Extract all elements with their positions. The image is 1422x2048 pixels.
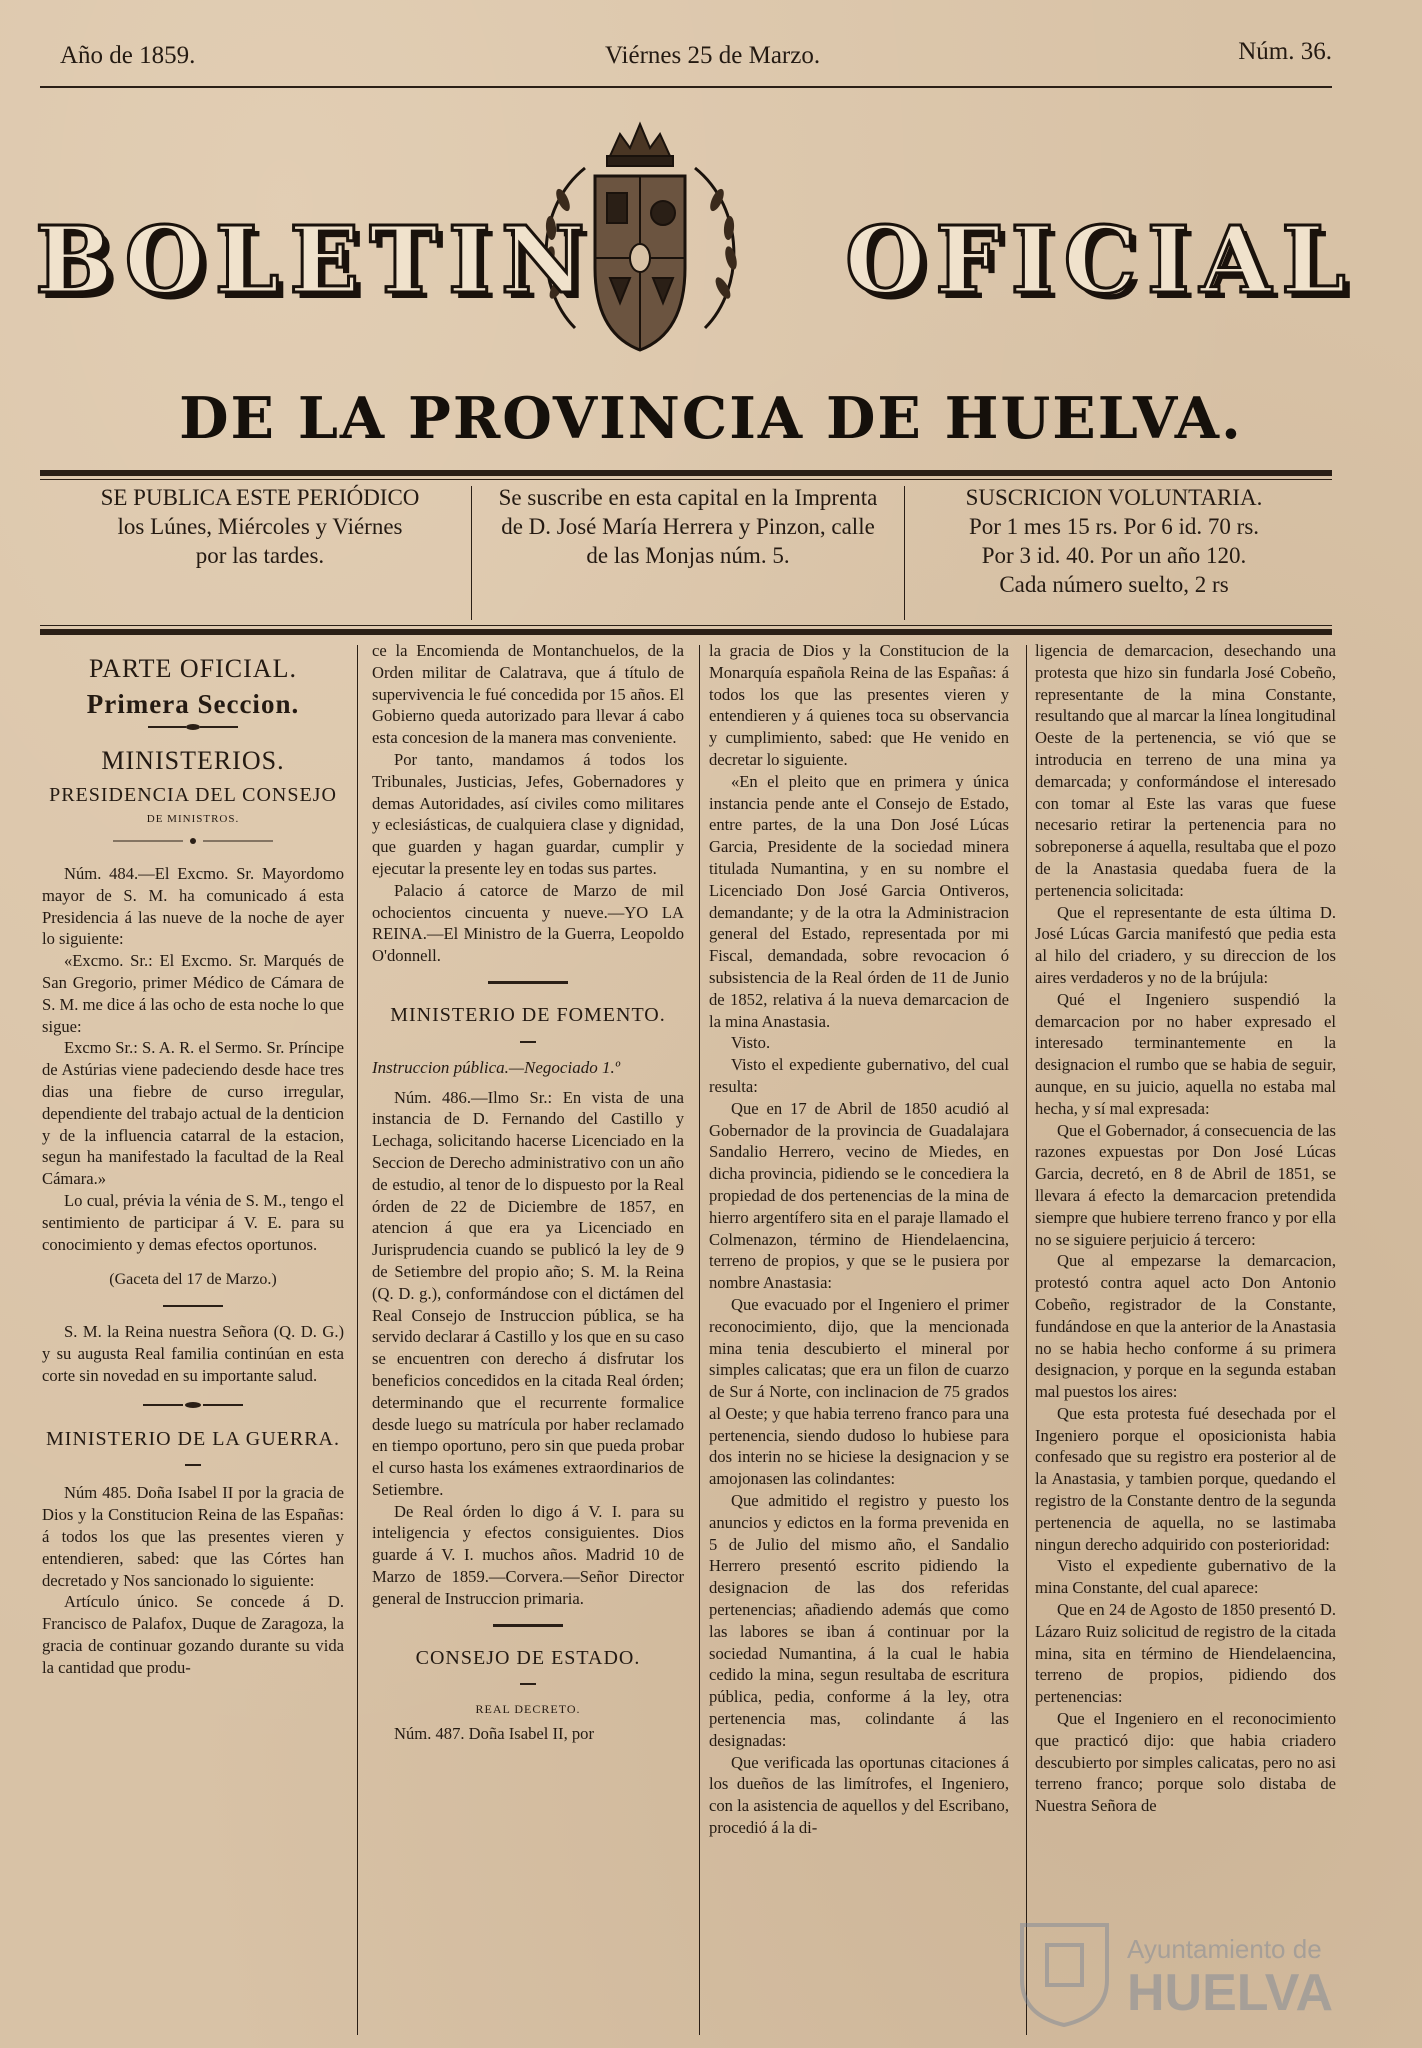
- column-3: [709, 640, 1009, 2038]
- masthead-word-boletin: BOLETIN: [35, 206, 596, 314]
- masthead-subtitle: DE LA PROVINCIA DE HUELVA.: [179, 385, 1243, 452]
- paragraph: Visto el expediente gubernativo, del cual resulta:: [709, 1055, 1009, 1096]
- column-divider: [1026, 645, 1027, 2035]
- date-label: Viérnes 25 de Marzo.: [605, 42, 821, 69]
- paragraph: Por tanto, mandamos á todos los Tribunales, Justicias, Jefes, Gobernadores y demas Autoridades, así civiles como militares y eclesiásticas, de cualquiera clase y dignidad, que guarden y hagan guardar, cumplir y ejecutar la presente ley en todas sus partes.: [372, 749, 684, 878]
- rule-divider: [493, 1624, 563, 1628]
- section-subheading: Primera Seccion.: [86, 688, 300, 719]
- paragraph: ce la Encomienda de Montanchuelos, de la Orden militar de Calatrava, que á título de supervivencia le fué concedida por 15 años. El Gobierno queda autorizado para llevar á cabo esta concesion de la manera mas conveniente.: [372, 641, 684, 748]
- paragraph: «Excmo. Sr.: El Excmo. Sr. Marqués de San Gregorio, primer Médico de Cámara de S. M. me dice á las ocho de esta noche lo que sigue:: [42, 951, 344, 1036]
- paragraph: ligencia de demarcacion, desechando una protesta que hizo sin fundarla José Cobeño, representante de la mina Constante, resultando que al marcar la línea longitudinal Oeste de la pertenencia, se vió que se introducia en terreno de una mina ya demarcada; y conformándose el interesado con tomar al Este las varas que fuese necesario retirar la pertenencia para no sobreponerse á aquella, resultaba que el pozo de la Anastasia quedaba fuera de la pertenencia solicitada:: [1035, 641, 1336, 900]
- subscription-prices: [905, 483, 1323, 623]
- paragraph: Núm. 484.—El Excmo. Sr. Mayordomo mayor de S. M. ha comunicado á esta Presidencia á las nueve de la noche de ayer lo siguiente:: [42, 863, 344, 949]
- war-ministry-heading: MINISTERIO DE LA GUERRA.: [46, 1427, 340, 1450]
- subscription-line: de las Monjas núm. 5.: [586, 543, 790, 568]
- paragraph: Visto el expediente gubernativo de la mina Constante, del cual aparece:: [1035, 1556, 1336, 1598]
- source-caption: (Gaceta del 17 de Marzo.): [109, 1271, 277, 1289]
- rule-divider: [520, 1683, 536, 1687]
- watermark-line2: HUELVA: [1127, 1964, 1334, 2022]
- paragraph: «En el pleito que en primera y única instancia pende ante el Consejo de Estado, entre partes, de la una Don José Lúcas Garcia, Presidente de la sociedad minera titulada Numantina, y en su nombre el Licenciado Don José Garcia Ontiveros, demandante; y de la otra la Administracion general del Estado, representada por mi Fiscal, demandada, sobre revocacion ó subsistencia de la Real órden de 11 de Junio de 1852, relativa á la nueva demarcacion de la mina Anastasia.: [709, 771, 1009, 1031]
- masthead: [30, 190, 1356, 320]
- ministries-heading: MINISTERIOS.: [101, 745, 285, 775]
- ornament-divider-icon: [113, 837, 273, 845]
- column-divider: [699, 645, 700, 2035]
- top-rule: [40, 86, 1332, 88]
- paragraph: Que en 17 de Abril de 1850 acudió al Gobernador de la provincia de Guadalajara Sandalio Herrero, vecino de Miedes, en dicha provincia, pidiendo se le concediera la propiedad de dos pertenencias de la mina de hierro argentífero sita en el paraje llamado el Colmenazon, término de Hiendelaencina, terreno de propios, y que se le pusiera por nombre Anastasia:: [709, 1098, 1009, 1293]
- paragraph: Artículo único. Se concede á D. Francisco de Palafox, Duque de Zaragoza, la gracia de continuar gozando durante su vida la cantidad que produ-: [42, 1592, 344, 1677]
- paragraph: Qué el Ingeniero suspendió la demarcacion por no haber expresado el interesado terminantemente en la designacion el rumbo que se habia de seguir, aunque, en su juicio, aquella no estaba mal hecha, y sí mal expresada:: [1035, 989, 1336, 1118]
- column-divider: [357, 645, 358, 2035]
- paragraph: Que el representante de esta última D. José Lúcas Garcia manifestó que pedia esta al hilo del criadero, y su direccion de los aires verdaderos y no de la brújula:: [1035, 902, 1336, 987]
- masthead-rule-top: [40, 470, 1332, 476]
- subscription-line: de D. José María Herrera y Pinzon, calle: [501, 514, 875, 539]
- masthead-rule-top-thin: [40, 479, 1332, 480]
- department-subheading: Instruccion pública.—Negociado 1.º: [372, 1057, 620, 1077]
- paragraph: la gracia de Dios y la Constitucion de la Monarquía española Reina de las Españas: á todos los que las presentes vieren y entendieren y á quienes toca su observancia y cumplimiento, sabed: que He venido en decretar lo siguiente.: [709, 641, 1009, 769]
- masthead-word-oficial: OFICIAL: [845, 206, 1356, 314]
- presidency-heading: PRESIDENCIA DEL CONSEJO: [49, 784, 337, 807]
- column-2: [372, 640, 684, 2038]
- subscription-line: Se suscribe en esta capital en la Imprenta: [498, 485, 878, 510]
- price-line: Cada número suelto, 2 rs: [999, 572, 1229, 597]
- rule-divider: [488, 981, 568, 985]
- ornament-divider-icon: [143, 1401, 243, 1409]
- paragraph: Que al empezarse la demarcacion, protestó contra aquel acto Don Antonio Cobeño, registrador de la Constante, fundándose en que la anterior de la Anastasia no se habia hecho conforme á su primera designacion, y porque en la segunda estaban mal puestos los aires:: [1035, 1251, 1336, 1402]
- dateline: [40, 34, 1332, 74]
- paragraph: Que en 24 de Agosto de 1850 presentó D. Lázaro Ruiz solicitud de registro de la citada mina, sita en término de Hiendelaencina, terreno de propios, pidiendo dos pertenencias:: [1035, 1600, 1336, 1707]
- paragraph: Núm. 487. Doña Isabel II, por: [394, 1724, 595, 1744]
- paragraph: Que el Ingeniero en el reconocimiento que practicó dijo: que habia criadero descubierto por simples calicatas, pero no asi terreno franco; porque solo distaba de Nuestra Señora de: [1035, 1709, 1336, 1816]
- year-label: Año de 1859.: [60, 42, 196, 69]
- fomento-ministry-heading: MINISTERIO DE FOMENTO.: [390, 1003, 666, 1026]
- paragraph: De Real órden lo digo á V. I. para su inteligencia y efectos consiguientes. Dios guarde á V. I. muchos años. Madrid 10 de Marzo de 1859.—Corvera.—Señor Director general de Instruccion primaria.: [372, 1501, 684, 1608]
- paragraph: Lo cual, prévia la vénia de S. M., tengo el sentimiento de participar á V. E. para su conocimiento y demas efectos oportunos.: [42, 1190, 344, 1254]
- paragraph: Que el Gobernador, á consecuencia de las razones expuestas por Don José Lúcas Garcia, decretó, en 8 de Abril de 1851, se llevara á efecto la demarcacion pretendida siempre que hubiere terreno franco y por ella no se siguiere perjuicio á tercero:: [1035, 1120, 1336, 1249]
- paragraph: Que esta protesta fué desechada por el Ingeniero porque el oposicionista habia confesado que su registro era posterior al de la Anastasia, y tambien porque, quedando el registro de la Constante dentro de la segunda pertenencia de aquella, no se lastimaba ningun derecho adquirido con posterioridad:: [1035, 1403, 1336, 1554]
- council-heading: CONSEJO DE ESTADO.: [415, 1646, 641, 1669]
- watermark-line1: Ayuntamiento de: [1127, 1934, 1322, 1964]
- paragraph: Visto.: [731, 1033, 771, 1053]
- price-line: Por 3 id. 40. Por un año 120.: [981, 543, 1247, 568]
- prices-title: SUSCRICION VOLUNTARIA.: [965, 485, 1263, 510]
- rule-divider: [520, 1041, 536, 1045]
- city-shield-icon: [1022, 1925, 1107, 2025]
- paragraph: Que admitido el registro y puesto los anuncios y edictos en la forma prevenida en 5 de Julio del mismo año, el Sandalio Herrero presentó escrito pidiendo la designacion de las dos referidas pertenencias; añadiendo además que como las labores se iban á continuar por la sociedad Numantina, á la cual le habia cedido la mina, segun resultaba de escritura pública, pedia, conforme á la ley, otra pertenencia mas, colindante á las designadas:: [709, 1491, 1009, 1750]
- publication-line: SE PUBLICA ESTE PERIÓDICO: [100, 485, 420, 510]
- paragraph: Núm. 486.—Ilmo Sr.: En vista de una instancia de D. Fernando del Castillo y Lechaga, solicitando hacerse Licenciado en la Seccion de Derecho administrativo con un año de estudio, al tenor de lo dispuesto por la Real órden de 22 de Diciembre de 1857, en atencion á que era ya Licenciado en Jurisprudencia cuando se publicó la ley de 9 de Setiembre del propio año; S. M. la Reina (Q. D. g.), conformándose con el dictámen del Real Consejo de Instruccion pública, se ha servido declarar á Castillo y los que en su caso se encuentren con derecho á disfrutar los beneficios concedidos en la citada Real órden; determinando que el recurrente formalice desde luego su matrícula por haber reclamado en tiempo oportuno, pero sin que pueda probar el curso hasta los exámenes extraordinarios de Setiembre.: [372, 1087, 684, 1499]
- info-divider: [471, 486, 472, 620]
- publication-schedule: [50, 483, 470, 623]
- presidency-subheading: DE MINISTROS.: [146, 813, 240, 826]
- paragraph: Núm 485. Doña Isabel II por la gracia de Dios y la Constitucion Reina de las Españas: á todos los que las presentes vieren y entendieren, sabed: que las Córtes han decretado y Nos sancionado lo siguiente:: [42, 1483, 344, 1590]
- subscription-info: [478, 483, 898, 623]
- masthead-rule-bottom-thin: [40, 625, 1332, 626]
- decree-heading: REAL DECRETO.: [475, 1702, 581, 1717]
- publication-line: por las tardes.: [195, 543, 325, 568]
- masthead-rule-bottom: [40, 629, 1332, 635]
- paragraph: Que verificada las oportunas citaciones á los dueños de las limítrofes, el Ingeniero, con la asistencia de aquellos y del Escribano, procedió á la di-: [709, 1752, 1009, 1838]
- paragraph: Excmo Sr.: S. A. R. el Sermo. Sr. Príncipe de Astúrias viene padeciendo desde hace tres dias una fiebre de curso irregular, dependiente del trabajo actual de la denticion y de la influencia catarral de la estacion, segun ha manifestado la facultad de la Real Cámara.»: [42, 1038, 344, 1189]
- ornament-divider-icon: [148, 722, 238, 732]
- column-1: [42, 640, 344, 2038]
- issue-number: Núm. 36.: [1238, 38, 1332, 65]
- archive-watermark: [1012, 1910, 1342, 2030]
- paragraph: Palacio á catorce de Marzo de mil ochocientos cincuenta y nueve.—YO LA REINA.—El Ministro de la Guerra, Leopoldo O'donnell.: [372, 880, 684, 966]
- column-4: [1035, 640, 1336, 2038]
- rule-divider: [185, 1464, 201, 1468]
- section-heading: PARTE OFICIAL.: [89, 654, 297, 683]
- paragraph: Que evacuado por el Ingeniero el primer reconocimiento, dijo, que la mencionada mina tenia descubierto el mineral por simples calicatas; que era un filon de cuarzo de Sur á Norte, con inclinacion de 75 grados al Oeste; y que habia terreno franco para una pertenencia, siendo dudoso lo hubiese para dos interin no se hiciese la designacion y se amojonasen las colindantes:: [709, 1294, 1009, 1489]
- publication-line: los Lúnes, Miércoles y Viérnes: [117, 514, 403, 539]
- paragraph: S. M. la Reina nuestra Señora (Q. D. G.) y su augusta Real familia continúan en esta corte sin novedad en su importante salud.: [42, 1322, 344, 1385]
- price-line: Por 1 mes 15 rs. Por 6 id. 70 rs.: [968, 514, 1260, 539]
- rule-divider: [163, 1305, 223, 1309]
